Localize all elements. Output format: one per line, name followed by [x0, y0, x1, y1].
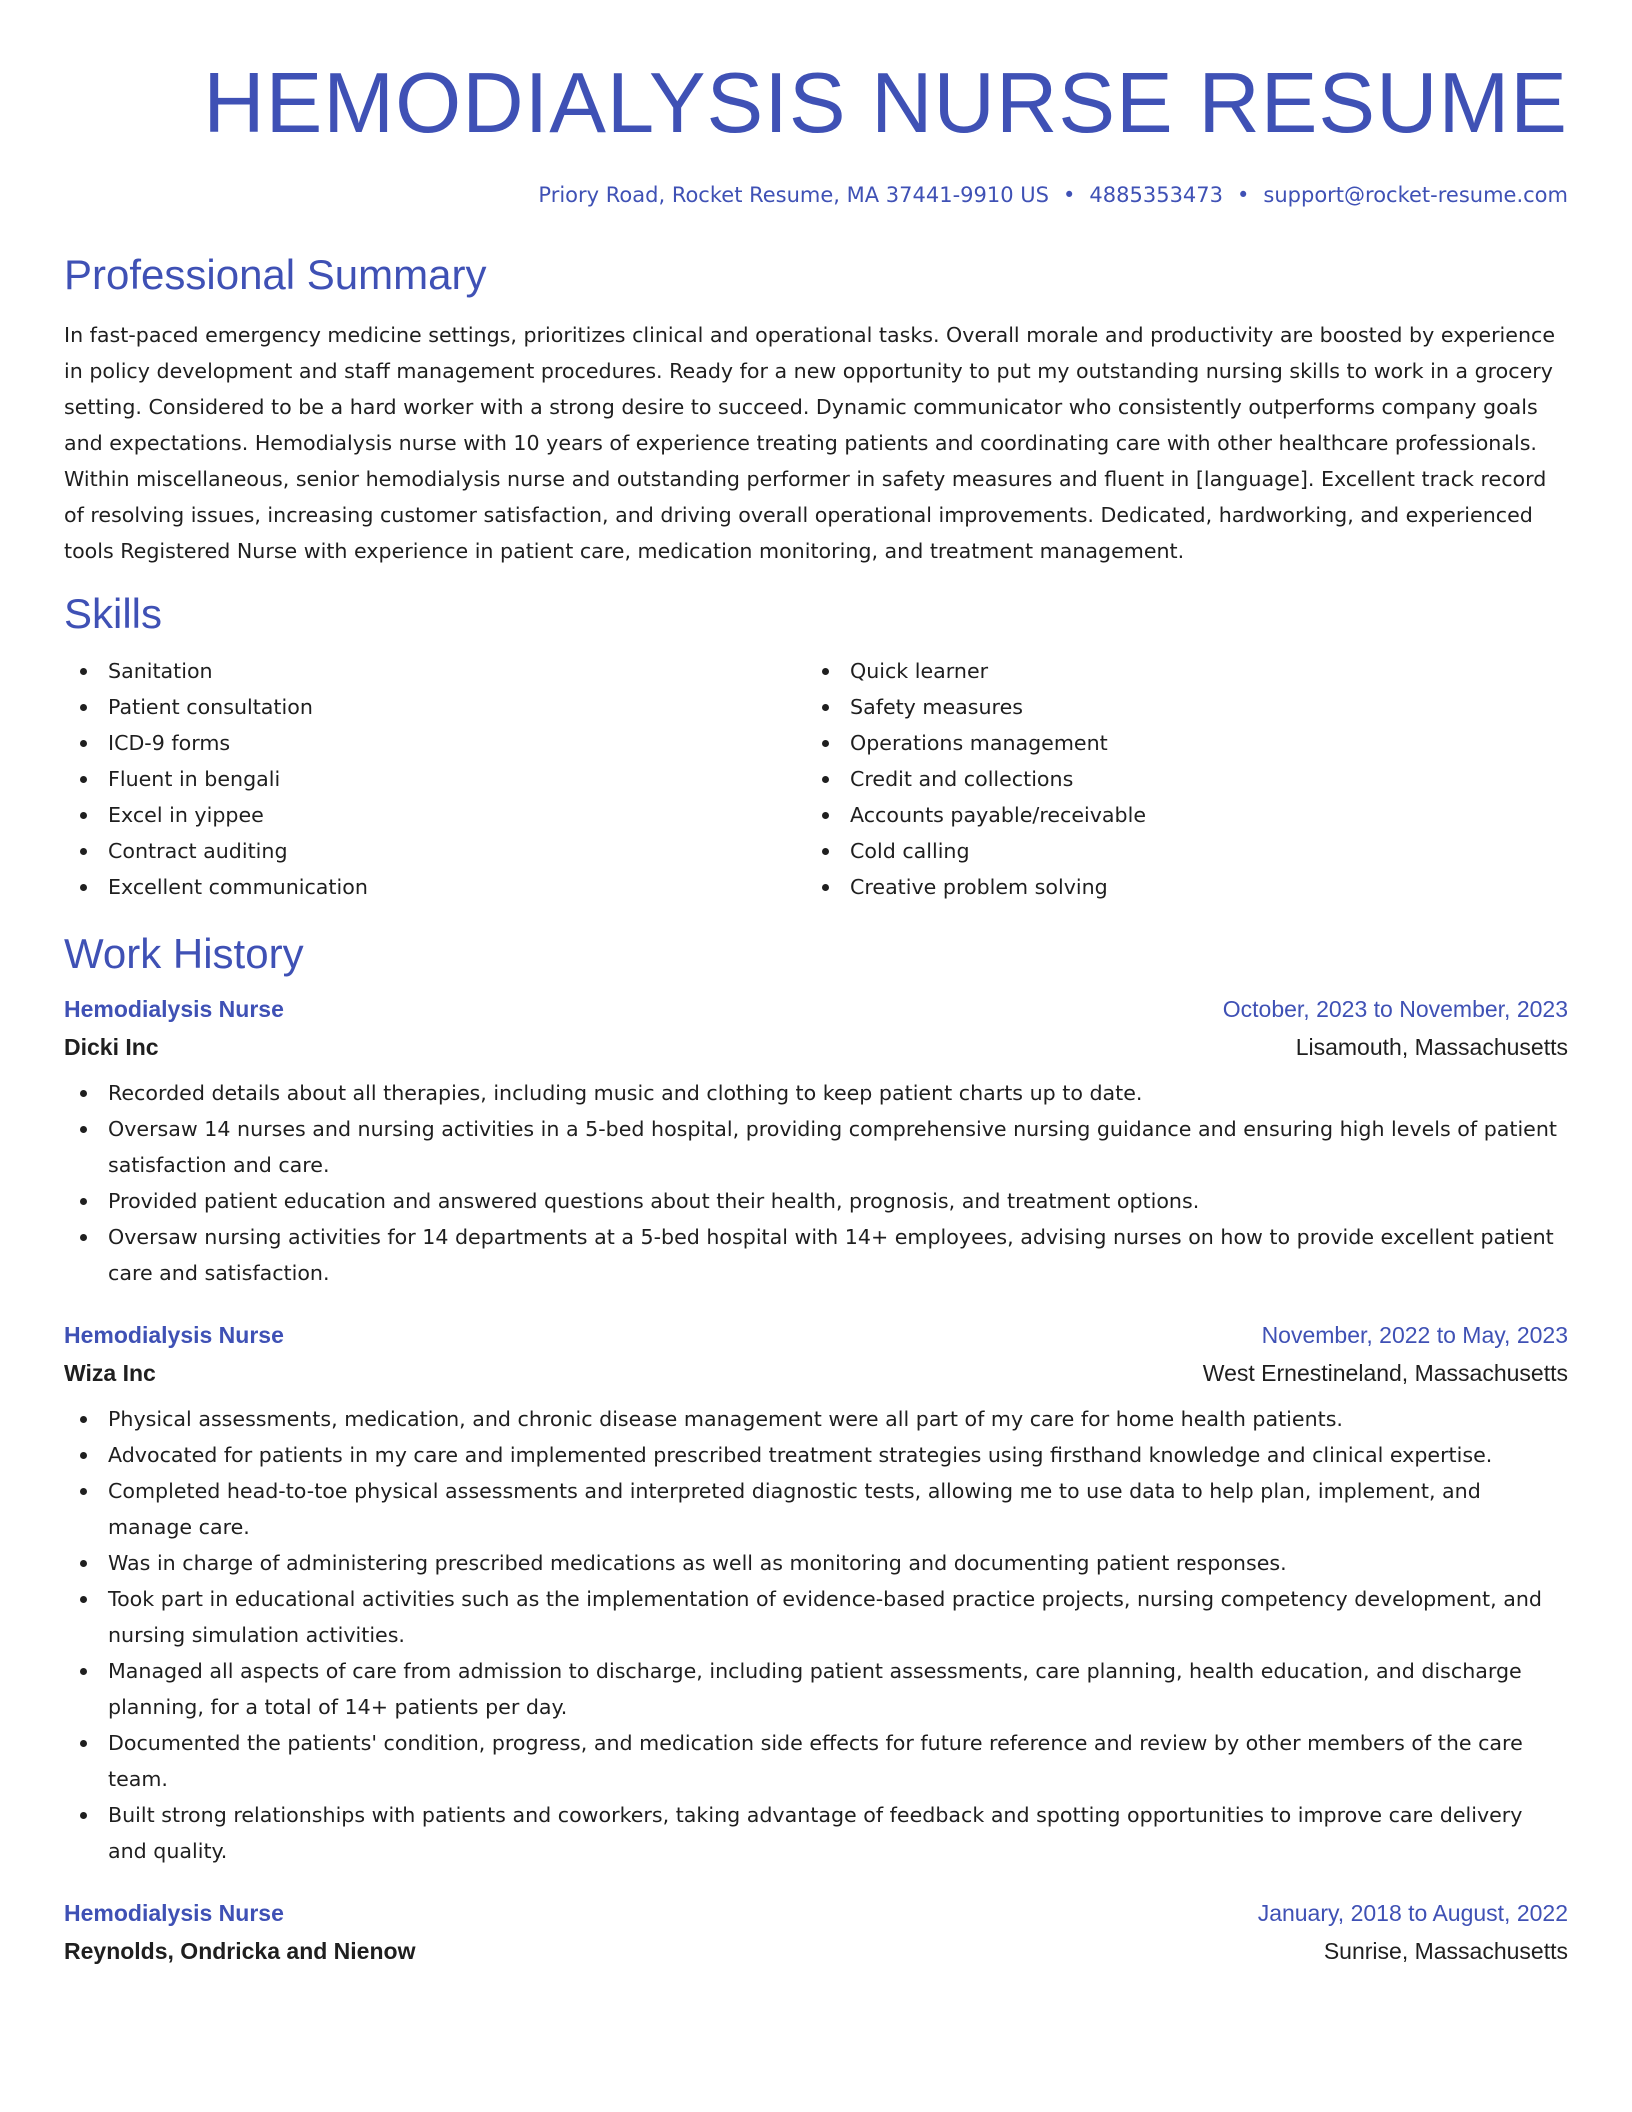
- contact-separator: •: [1063, 183, 1076, 207]
- skill-item: Quick learner: [806, 653, 1548, 689]
- skills-heading: Skills: [64, 590, 163, 637]
- skills-list: [64, 653, 1568, 905]
- job-location: Lisamouth, Massachusetts: [1295, 1034, 1568, 1060]
- duty-item: Took part in educational activities such as the implementation of evidence-based practice projects, nursing competency development, and nursing simulation activities.: [64, 1581, 1568, 1653]
- job-dates: November, 2022 to May, 2023: [1261, 1322, 1568, 1348]
- job-entry-dicki: [64, 991, 1568, 1291]
- work-history-heading: Work History: [64, 930, 304, 977]
- skills-column-right: [806, 653, 1548, 905]
- duty-item: Documented the patients' condition, progress, and medication side effects for future reference and review by other members of the care team.: [64, 1725, 1568, 1797]
- skill-item: Excellent communication: [64, 869, 806, 905]
- summary-text: In fast-paced emergency medicine settings, prioritizes clinical and operational tasks. Overall morale and productivity are boosted by experience in policy development and staff management procedures. Ready for a new opportunity to put my outstanding nursing skills to work in a grocery setting. Considered to be a hard worker with a strong desire to succeed. Dynamic communicator who consistently outperforms company goals and expectations. Hemodialysis nurse with 10 years of experience treating patients and coordinating care with other healthcare professionals. Within miscellaneous, senior hemodialysis nurse and outstanding performer in safety measures and fluent in [language]. Excellent track record of resolving issues, increasing customer satisfaction, and driving overall operational improvements. Dedicated, hardworking, and experienced tools Registered Nurse with experience in patient care, medication monitoring, and treatment management.: [64, 323, 1555, 563]
- duty-item: Managed all aspects of care from admission to discharge, including patient assessments, care planning, health education, and discharge planning, for a total of 14+ patients per day.: [64, 1653, 1568, 1725]
- skill-item: Contract auditing: [64, 833, 806, 869]
- duty-item: Recorded details about all therapies, including music and clothing to keep patient charts up to date.: [64, 1075, 1568, 1111]
- duty-item: Built strong relationships with patients and coworkers, taking advantage of feedback and spotting opportunities to improve care delivery and quality.: [64, 1797, 1568, 1869]
- duty-item: Advocated for patients in my care and implemented prescribed treatment strategies using firsthand knowledge and clinical expertise.: [64, 1437, 1568, 1473]
- job-duties: [64, 1401, 1568, 1869]
- skill-item: Safety measures: [806, 689, 1548, 725]
- skill-item: Sanitation: [64, 653, 806, 689]
- skill-item: ICD-9 forms: [64, 725, 806, 761]
- job-dates: January, 2018 to August, 2022: [1257, 1900, 1568, 1926]
- job-location: West Ernestineland, Massachusetts: [1202, 1360, 1568, 1386]
- job-role: Hemodialysis Nurse: [64, 996, 284, 1022]
- skill-item: Fluent in bengali: [64, 761, 806, 797]
- skill-item: Credit and collections: [806, 761, 1548, 797]
- skill-item: Excel in yippee: [64, 797, 806, 833]
- duty-item: Was in charge of administering prescribed medications as well as monitoring and documenting patient responses.: [64, 1545, 1568, 1581]
- summary-heading: Professional Summary: [64, 251, 487, 298]
- contact-phone: 4885353473: [1089, 183, 1224, 207]
- job-entry-wiza: [64, 1317, 1568, 1869]
- job-dates: October, 2023 to November, 2023: [1222, 996, 1568, 1022]
- job-role: Hemodialysis Nurse: [64, 1900, 284, 1926]
- duty-item: Completed head-to-toe physical assessments and interpreted diagnostic tests, allowing me to use data to help plan, implement, and manage care.: [64, 1473, 1568, 1545]
- job-company: Reynolds, Ondricka and Nienow: [64, 1938, 416, 1964]
- contact-address: Priory Road, Rocket Resume, MA 37441-9910 US: [538, 183, 1050, 207]
- skill-item: Operations management: [806, 725, 1548, 761]
- resume-page: [64, 0, 1568, 1971]
- skills-column-left: [64, 653, 806, 905]
- duty-item: Oversaw nursing activities for 14 departments at a 5-bed hospital with 14+ employees, advising nurses on how to provide excellent patient care and satisfaction.: [64, 1219, 1568, 1291]
- job-company: Wiza Inc: [64, 1360, 156, 1386]
- duty-item: Physical assessments, medication, and chronic disease management were all part of my care for home health patients.: [64, 1401, 1568, 1437]
- job-company: Dicki Inc: [64, 1034, 159, 1060]
- contact-separator: •: [1237, 183, 1250, 207]
- skill-item: Patient consultation: [64, 689, 806, 725]
- job-entry-reynolds: [64, 1895, 1568, 1971]
- job-location: Sunrise, Massachusetts: [1323, 1938, 1568, 1964]
- resume-title: HEMODIALYSIS NURSE RESUME: [203, 56, 1568, 151]
- duty-item: Oversaw 14 nurses and nursing activities in a 5-bed hospital, providing comprehensive nursing guidance and ensuring high levels of patient satisfaction and care.: [64, 1111, 1568, 1183]
- contact-line: [64, 180, 1568, 210]
- skill-item: Creative problem solving: [806, 869, 1548, 905]
- job-duties: [64, 1075, 1568, 1291]
- skill-item: Accounts payable/receivable: [806, 797, 1548, 833]
- contact-email[interactable]: support@rocket-resume.com: [1263, 183, 1568, 207]
- job-role: Hemodialysis Nurse: [64, 1322, 284, 1348]
- skill-item: Cold calling: [806, 833, 1548, 869]
- duty-item: Provided patient education and answered questions about their health, prognosis, and treatment options.: [64, 1183, 1568, 1219]
